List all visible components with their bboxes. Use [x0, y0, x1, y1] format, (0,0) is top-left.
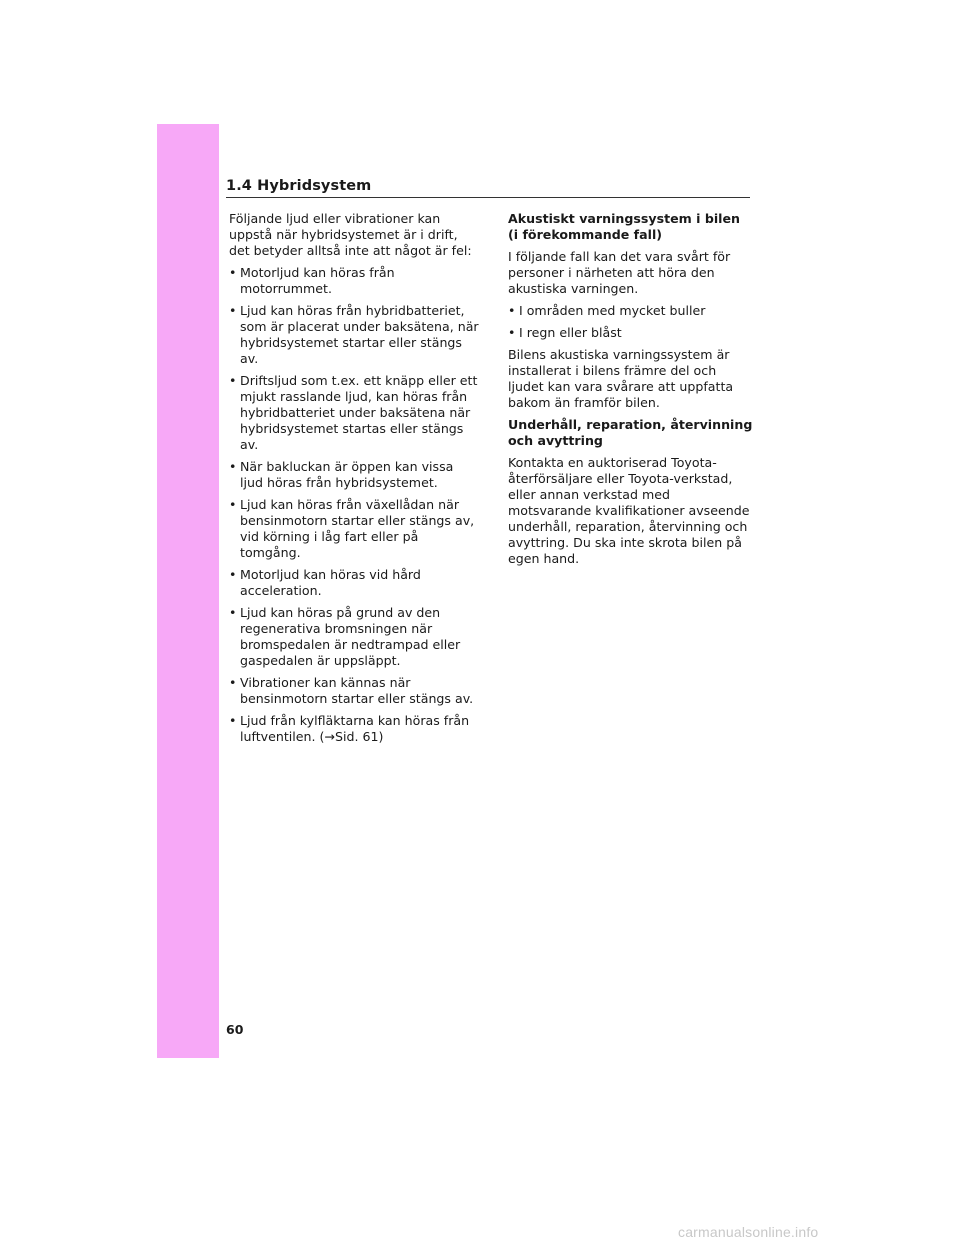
installation-paragraph: Bilens akustiska varningssystem är installerat i bilens främre del och ljudet kan vara svårare att uppfatta bakom än framför bilen. — [508, 347, 734, 410]
left-column — [229, 211, 479, 751]
list-item: • Motorljud kan höras vid hård acceleration. — [229, 567, 479, 599]
list-item: • Ljud kan höras från växellådan när bensinmotorn startar eller stängs av, vid körning i låg fart eller på tomgång. — [229, 497, 479, 561]
chapter-tab-band — [157, 124, 219, 1058]
maintenance-heading: Underhåll, reparation, återvinning och avyttring — [508, 417, 753, 448]
list-item: • Motorljud kan höras från motorrummet. — [229, 265, 479, 297]
list-item: • I regn eller blåst — [508, 325, 754, 341]
list-item: • Ljud kan höras från hybridbatteriet, som är placerat under baksätena, när hybridsystemet startar eller stängs av. — [229, 303, 479, 367]
list-item: • Driftsljud som t.ex. ett knäpp eller ett mjukt rasslande ljud, kan höras från hybridbatteriet under baksätena när hybridsystemet startas eller stängs av. — [229, 373, 479, 453]
list-item: • Ljud kan höras på grund av den regenerativa bromsningen när bromspedalen är nedtrampad eller gaspedalen är uppsläppt. — [229, 605, 479, 669]
acoustic-warning-heading: Akustiskt varningssystem i bilen (i förekommande fall) — [508, 211, 741, 242]
intro-paragraph: Följande ljud eller vibrationer kan uppstå när hybridsystemet är i drift, det betyder alltså inte att något är fel: — [229, 211, 472, 258]
list-item: • I områden med mycket buller — [508, 303, 754, 319]
list-item: • Vibrationer kan kännas när bensinmotorn startar eller stängs av. — [229, 675, 479, 707]
sound-list — [229, 265, 479, 745]
section-title: 1.4 Hybridsystem — [226, 178, 750, 198]
acoustic-warning-paragraph: I följande fall kan det vara svårt för personer i närheten att höra den akustiska varningen. — [508, 249, 731, 296]
list-item: • När bakluckan är öppen kan vissa ljud höras från hybridsystemet. — [229, 459, 479, 491]
page-number: 60 — [226, 1022, 244, 1037]
condition-list — [508, 303, 754, 341]
list-item: • Ljud från kylfläktarna kan höras från luftventilen. (→Sid. 61) — [229, 713, 479, 745]
right-column — [508, 211, 754, 573]
maintenance-paragraph: Kontakta en auktoriserad Toyota-återförsäljare eller Toyota-verkstad, eller annan verkstad med motsvarande kvalifikationer avseende underhåll, reparation, återvinning och avyttring. Du ska inte skrota bilen på egen hand. — [508, 455, 750, 566]
watermark: carmanualsonline.info — [678, 1224, 819, 1240]
